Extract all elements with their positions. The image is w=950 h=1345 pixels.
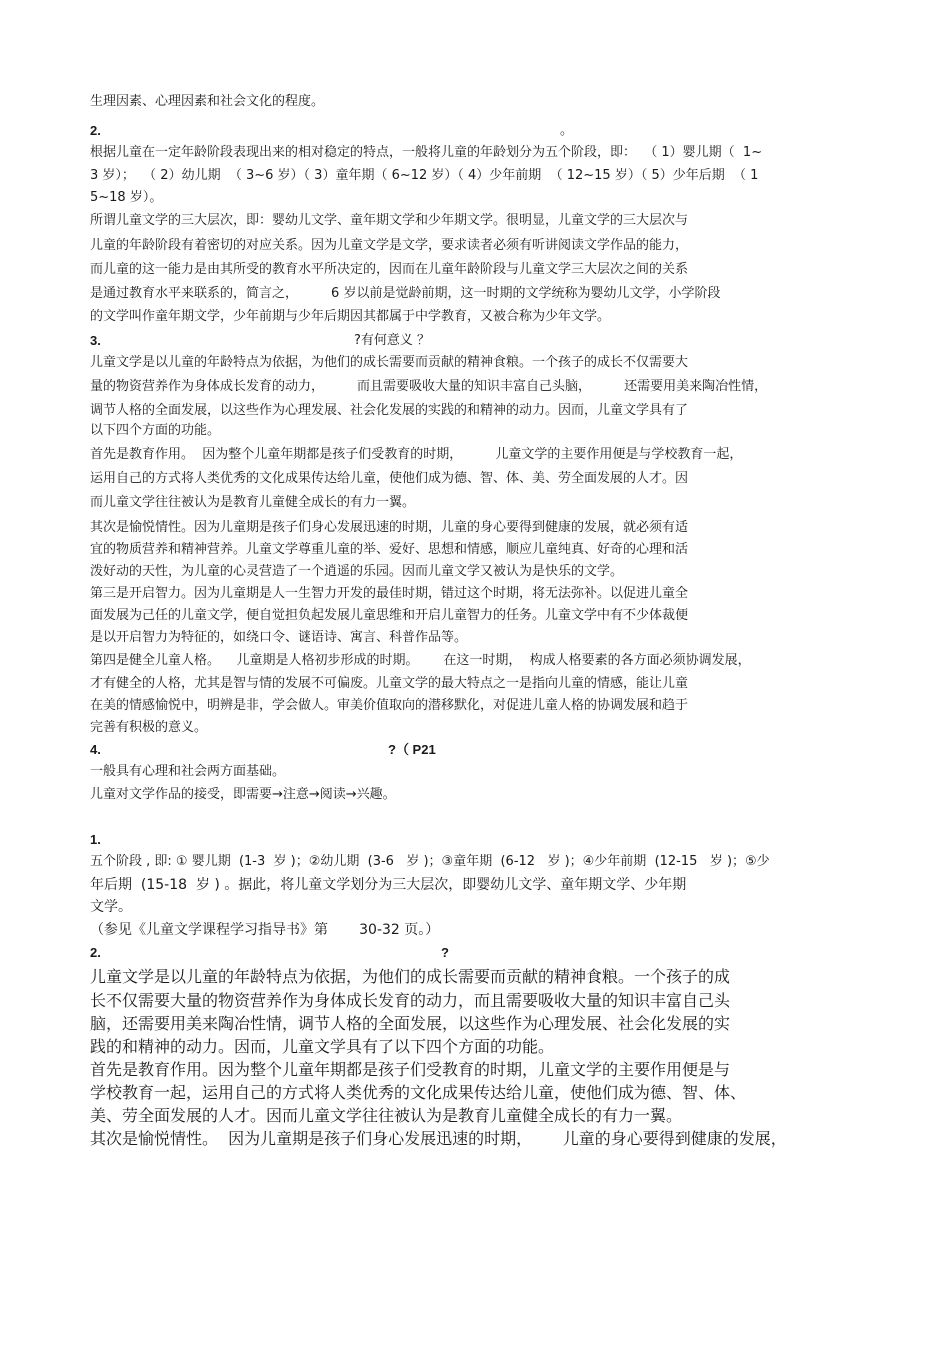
text-line: 3 岁）； （ 2）幼儿期 （ 3~6 岁）（ 3）童年期（ 6~12 岁）（ 4）少年前期 （ 12~15 岁）（ 5）少年后期 （ 1 <box>90 168 759 183</box>
text-line: 年后期 (15-18 岁 ) 。据此，将儿童文学划分为三大层次，即婴幼儿文学、童年期文学、少年期 <box>90 877 687 893</box>
text-line: 第三是开启智力。因为儿童期是人一生智力开发的最佳时期，错过这个时期，将无法弥补。以促进儿童全 <box>90 586 689 601</box>
text-line: 而儿童文学往往被认为是教育儿童健全成长的有力一翼。 <box>90 495 416 510</box>
text-line: 学校教育一起，运用自己的方式将人类优秀的文化成果传达给儿童，使他们成为德、智、体、 <box>90 1083 747 1102</box>
text-line: 量的物资营养作为身体成长发育的动力， 而且需要吸收大量的知识丰富自己头脑， 还需要用美来陶冶性情， <box>90 379 768 394</box>
text-line: 完善有积极的意义。 <box>90 720 208 735</box>
text-line: 一般具有心理和社会两方面基础。 <box>90 764 286 779</box>
text-line: 是通过教育水平来联系的，简言之， 6 岁以前是觉龄前期，这一时期的文学统称为婴幼儿文学，小学阶段 <box>90 286 721 301</box>
text-line: 是以开启智力为特征的，如绕口令、谜语诗、寓言、科普作品等。 <box>90 630 468 645</box>
text-line: 脑，还需要用美来陶冶性情，调节人格的全面发展，以这些作为心理发展、社会化发展的实 <box>90 1014 731 1033</box>
text-line: 才有健全的人格，尤其是智与情的发展不可偏废。儿童文学的最大特点之一是指向儿童的情感，能让儿童 <box>90 676 689 691</box>
text-line: 所谓儿童文学的三大层次，即：婴幼儿文学、童年期文学和少年期文学。很明显，儿童文学的三大层次与 <box>90 213 689 228</box>
text-line: 长不仅需要大量的物资营养作为身体成长发育的动力，而且需要吸收大量的知识丰富自己头 <box>90 991 731 1010</box>
text-line: 儿童文学是以儿童的年龄特点为依据，为他们的成长需要而贡献的精神食粮。一个孩子的成长不仅需要大 <box>90 355 689 370</box>
text-line: 首先是教育作用。 因为整个儿童年期都是孩子们受教育的时期， 儿童文学的主要作用便是与学校教育一起， <box>90 447 743 462</box>
text-line: 第四是健全儿童人格。 儿童期是人格初步形成的时期。 在这一时期， 构成人格要素的各方面必须协调发展， <box>90 653 751 668</box>
section-number: 2. <box>90 945 101 960</box>
text-line: 生理因素、心理因素和社会文化的程度。 <box>90 94 325 109</box>
section-number: 2. <box>90 123 101 138</box>
text-line: 儿童的年龄阶段有着密切的对应关系。因为儿童文学是文学，要求读者必须有听讲阅读文学作品的能力， <box>90 238 689 253</box>
text-line: 泼好动的天性，为儿童的心灵营造了一个逍遥的乐园。因而儿童文学又被认为是快乐的文学。 <box>90 564 624 579</box>
text-line: 运用自己的方式将人类优秀的文化成果传达给儿童，使他们成为德、智、体、美、劳全面发展的人才。因 <box>90 471 689 486</box>
text-line: 首先是教育作用。因为整个儿童年期都是孩子们受教育的时期，儿童文学的主要作用便是与 <box>90 1060 731 1079</box>
section-title: ? <box>441 945 449 960</box>
text-line: 五个阶段 , 即: ① 婴儿期 (1-3 岁 )；②幼儿期 (3-6 岁 )；③童年期 (6-12 岁 )；④少年前期 (12-15 岁 )；⑤少 <box>90 854 770 869</box>
text-line: （参见《儿童文学课程学习指导书》第 30-32 页。） <box>90 922 440 938</box>
section-number: 1. <box>90 832 101 847</box>
text-line: 。 <box>560 123 574 138</box>
section-number: 3. <box>90 333 101 348</box>
text-line: 其次是愉悦情性。 因为儿童期是孩子们身心发展迅速的时期， 儿童的身心要得到健康的发展， <box>90 1129 787 1148</box>
text-line: 根据儿童在一定年龄阶段表现出来的相对稳定的特点，一般将儿童的年龄划分为五个阶段，即： （ 1）婴儿期（ 1~ <box>90 145 763 160</box>
text-line: 调节人格的全面发展，以这些作为心理发展、社会化发展的实践的和精神的动力。因而，儿童文学具有了 <box>90 403 689 418</box>
text-line: 儿童文学是以儿童的年龄特点为依据，为他们的成长需要而贡献的精神食粮。一个孩子的成 <box>90 967 731 986</box>
section-number: 4. <box>90 742 101 757</box>
text-line: 美、劳全面发展的人才。因而儿童文学往往被认为是教育儿童健全成长的有力一翼。 <box>90 1106 683 1125</box>
text-line: 以下四个方面的功能。 <box>90 423 221 438</box>
text-line: 践的和精神的动力。因而，儿童文学具有了以下四个方面的功能。 <box>90 1037 555 1056</box>
text-line: 文学。 <box>90 899 132 915</box>
text-line: 5~18 岁）。 <box>90 190 163 205</box>
text-line: 而儿童的这一能力是由其所受的教育水平所决定的，因而在儿童年龄阶段与儿童文学三大层次之间的关系 <box>90 262 689 277</box>
text-line: 面发展为己任的儿童文学，便自觉担负起发展儿童思维和开启儿童智力的任务。儿童文学中有不少体裁便 <box>90 608 689 623</box>
section-title: ?（ P21 <box>388 742 436 757</box>
text-line: 其次是愉悦情性。因为儿童期是孩子们身心发展迅速的时期，儿童的身心要得到健康的发展，就必须有适 <box>90 520 689 535</box>
text-line: 在美的情感愉悦中，明辨是非，学会做人。审美价值取向的潜移默化，对促进儿童人格的协调发展和趋于 <box>90 698 689 713</box>
section-title: ?有何意义 ？ <box>354 333 431 348</box>
text-line: 的文学叫作童年期文学，少年前期与少年后期因其都属于中学教育，又被合称为少年文学。 <box>90 309 611 324</box>
text-line: 儿童对文学作品的接受，即需要→注意→阅读→兴趣。 <box>90 787 396 802</box>
text-line: 宜的物质营养和精神营养。儿童文学尊重儿童的举、爱好、思想和情感，顺应儿童纯真、好奇的心理和活 <box>90 542 689 557</box>
